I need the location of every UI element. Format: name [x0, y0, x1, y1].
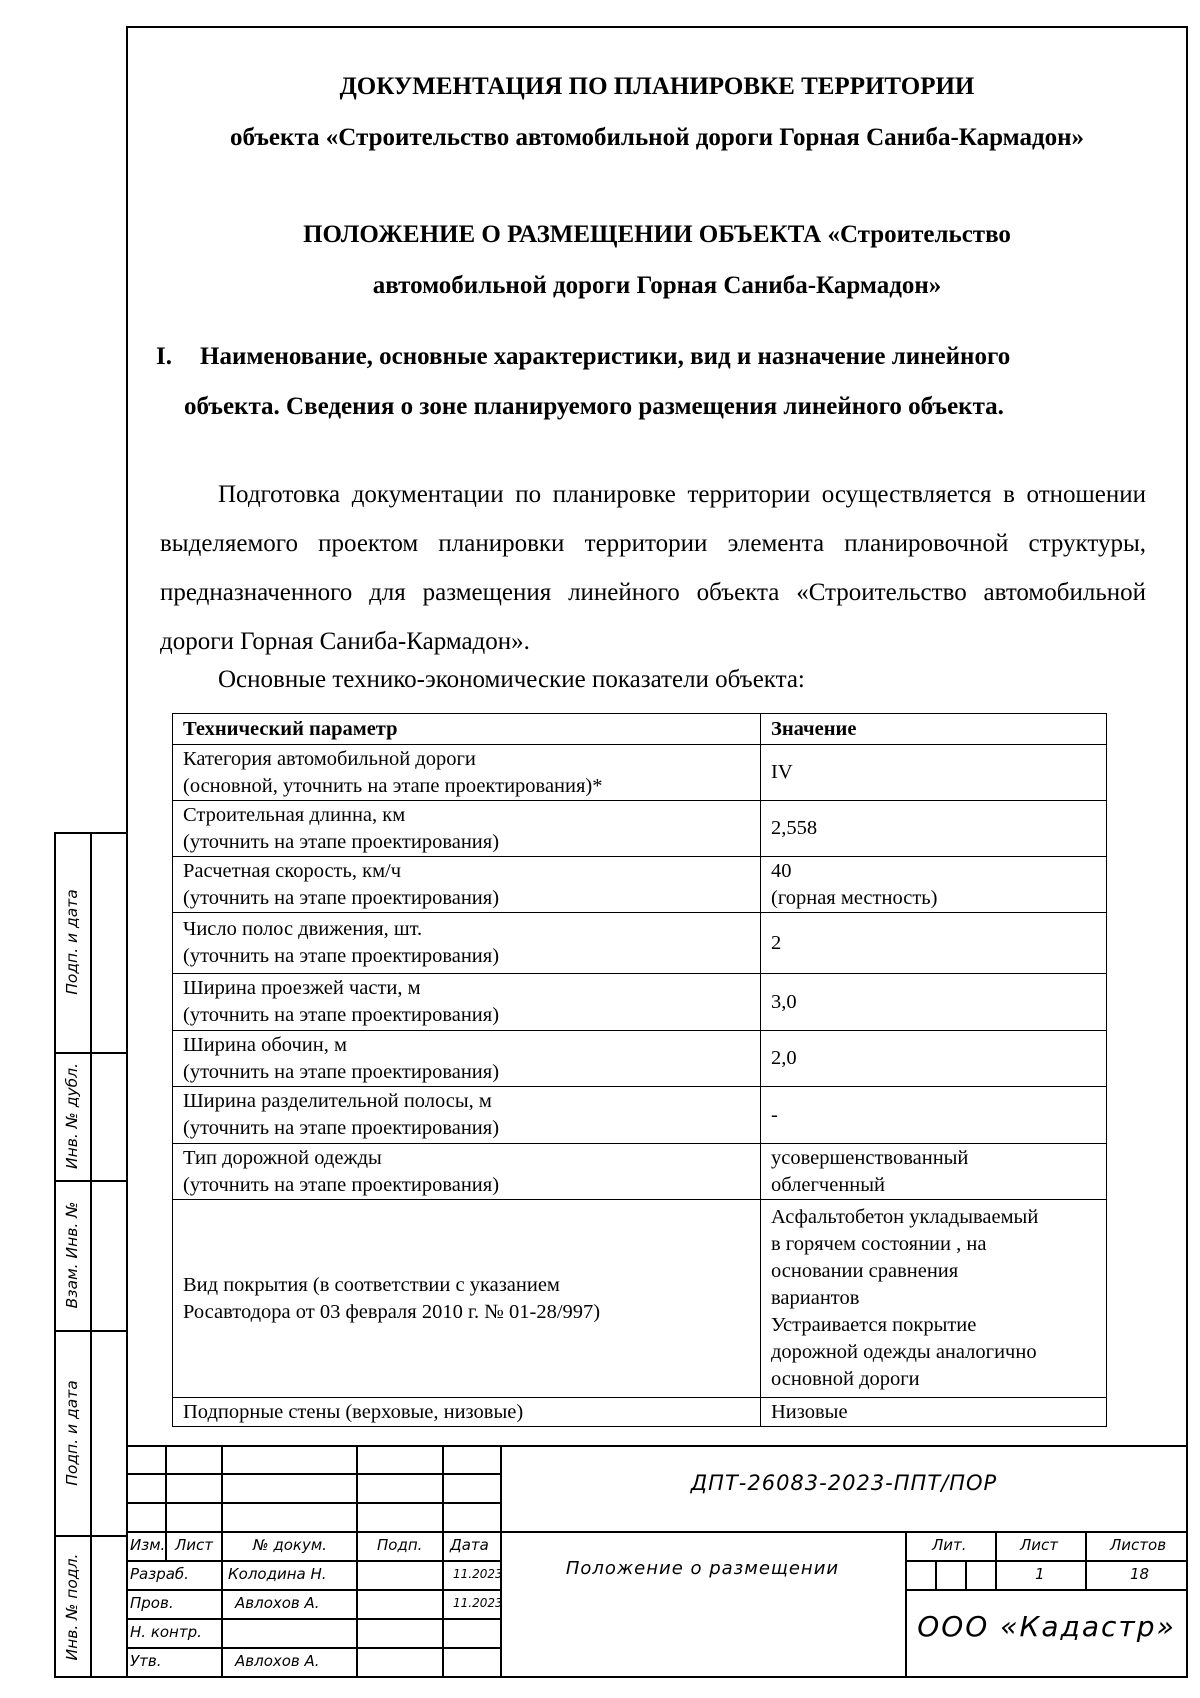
- name-checker: Авлохов А.: [235, 1594, 320, 1612]
- param-cell: Строительная длинна, км (уточнить на этапе проектирования): [173, 801, 761, 857]
- table-row: [173, 745, 1107, 801]
- name-approver: Авлохов А.: [235, 1652, 320, 1670]
- col-list-label: Лист: [175, 1536, 214, 1554]
- side-label-dup-inv: Инв. № дубл.: [63, 1062, 81, 1170]
- table-intro: Основные технико-экономические показатели объекта:: [218, 666, 805, 693]
- table-header-row: [173, 714, 1107, 745]
- date-checker: 11.2023: [453, 1596, 503, 1610]
- param-cell: Вид покрытия (в соответствии с указанием Росавтодора от 03 февраля 2010 г. № 01-28/997): [173, 1200, 761, 1398]
- name-developer: Колодина Н.: [228, 1565, 327, 1583]
- value-cell: 2,0: [761, 1031, 1107, 1087]
- value-cell: 40 (горная местность): [761, 857, 1107, 913]
- col-izm-label: Изм.: [130, 1536, 166, 1554]
- side-label-orig-inv: Инв. № подл.: [63, 1553, 81, 1660]
- value-cell: IV: [761, 745, 1107, 801]
- value-cell: Асфальтобетон укладываемый в горячем состоянии , на основании сравнения вариантов Устраивается покрытие дорожной одежды аналогично основной дороги: [761, 1200, 1107, 1398]
- table-row: [173, 1087, 1107, 1144]
- param-cell: Расчетная скорость, км/ч (уточнить на этапе проектирования): [173, 857, 761, 913]
- param-cell: Тип дорожной одежды (уточнить на этапе проектирования): [173, 1144, 761, 1200]
- value-cell: Низовые: [761, 1398, 1107, 1427]
- param-cell: Ширина проезжей части, м (уточнить на этапе проектирования): [173, 974, 761, 1031]
- lit-label: Лит.: [932, 1536, 967, 1554]
- col-date-label: Дата: [450, 1536, 489, 1554]
- param-cell: Ширина разделительной полосы, м (уточнить на этапе проектирования): [173, 1087, 761, 1144]
- header-value: Значение: [761, 714, 1107, 745]
- side-label-sign-date-2: Подп. и дата: [63, 1379, 81, 1486]
- table-row: [173, 801, 1107, 857]
- table-row: [173, 1398, 1107, 1427]
- param-cell: Число полос движения, шт. (уточнить на этапе проектирования): [173, 913, 761, 974]
- value-cell: усовершенствованный облегченный: [761, 1144, 1107, 1200]
- sheets-value: 18: [1130, 1565, 1150, 1583]
- table-row: [173, 1031, 1107, 1087]
- role-checker: Пров.: [130, 1594, 174, 1612]
- parameters-table: [172, 713, 1107, 1427]
- document-title-block: Положение о размещении: [565, 1558, 840, 1579]
- sheets-label: Листов: [1110, 1536, 1167, 1554]
- table-row: [173, 1144, 1107, 1200]
- table-row: [173, 974, 1107, 1031]
- sheet-label: Лист: [1020, 1536, 1059, 1554]
- section-title-line2: автомобильной дороги Горная Саниба-Кармадон»: [372, 272, 942, 299]
- side-label-sign-date: Подп. и дата: [63, 889, 81, 995]
- param-cell: Категория автомобильной дороги (основной, уточнить на этапе проектирования)*: [173, 745, 761, 801]
- side-label-replace-inv: Взам. Инв. №: [63, 1201, 81, 1309]
- param-cell: Ширина обочин, м (уточнить на этапе проектирования): [173, 1031, 761, 1087]
- table-row: [173, 857, 1107, 913]
- role-approver: Утв.: [130, 1652, 162, 1670]
- section-number: I.: [156, 343, 172, 370]
- value-cell: 3,0: [761, 974, 1107, 1031]
- value-cell: 2: [761, 913, 1107, 974]
- section-heading-line2: объекта. Сведения о зоне планируемого размещения линейного объекта.: [184, 393, 1004, 420]
- body-paragraph: Подготовка документации по планировке территории осуществляется в отношении выделяемого проектом планировки территории элемента планировочной структуры, предназначенного для размещения линейного объекта «Строительство автомобильной дороги Горная Саниба-Кармадон».: [160, 481, 1146, 655]
- table-row: [173, 913, 1107, 974]
- col-sign-label: Подп.: [377, 1536, 423, 1554]
- value-cell: 2,558: [761, 801, 1107, 857]
- role-norm-control: Н. контр.: [130, 1623, 202, 1641]
- sheet-value: 1: [1035, 1565, 1045, 1583]
- col-doc-label: № докум.: [253, 1536, 327, 1554]
- role-developer: Разраб.: [130, 1565, 189, 1583]
- document-code: ДПТ-26083-2023-ППТ/ПОР: [690, 1471, 998, 1495]
- document-title: ДОКУМЕНТАЦИЯ ПО ПЛАНИРОВКЕ ТЕРРИТОРИИ: [339, 73, 975, 100]
- table-row: [173, 1200, 1107, 1398]
- date-developer: 11.2023: [453, 1567, 503, 1581]
- section-title-line1: ПОЛОЖЕНИЕ О РАЗМЕЩЕНИИ ОБЪЕКТА «Строительство: [303, 221, 1011, 248]
- organization-name: ООО «Кадастр»: [917, 1610, 1176, 1643]
- value-cell: -: [761, 1087, 1107, 1144]
- param-cell: Подпорные стены (верховые, низовые): [173, 1398, 761, 1427]
- section-heading-line1: Наименование, основные характеристики, вид и назначение линейного: [200, 343, 1011, 370]
- object-title: объекта «Строительство автомобильной дороги Горная Саниба-Кармадон»: [229, 124, 1085, 151]
- header-parameter: Технический параметр: [173, 714, 761, 745]
